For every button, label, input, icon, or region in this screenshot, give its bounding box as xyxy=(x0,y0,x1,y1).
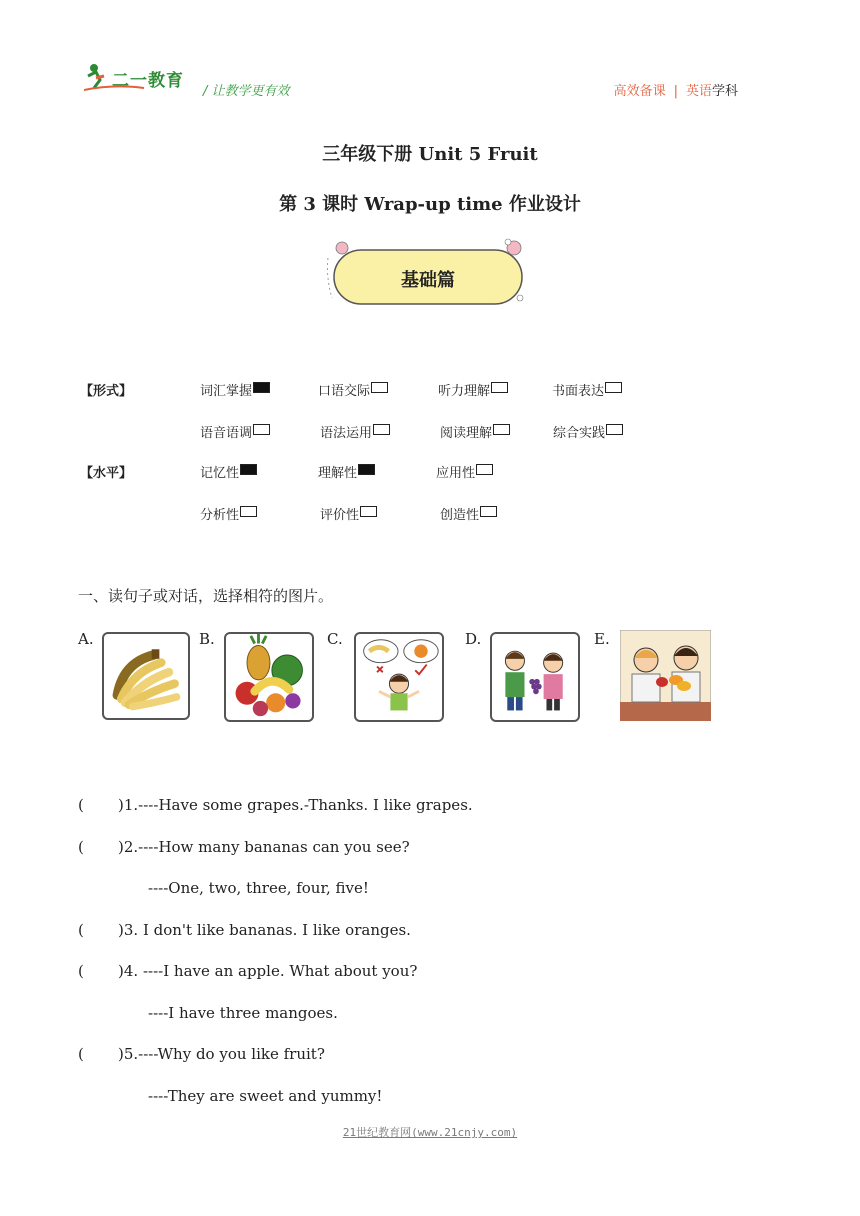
option-application[interactable] xyxy=(436,462,493,481)
option-label: 理解性 xyxy=(318,466,358,481)
option-label: 听力理解 xyxy=(438,384,491,399)
option-label: 词汇掌握 xyxy=(200,384,253,399)
checkbox[interactable] xyxy=(606,424,623,435)
question-item-1 xyxy=(78,796,473,814)
option-memory[interactable] xyxy=(200,462,257,481)
option-vocabulary[interactable] xyxy=(200,380,270,399)
answer-blank-close: ) xyxy=(118,962,124,980)
option-evaluation[interactable] xyxy=(320,504,377,523)
question-text: 1.----Have some grapes.-Thanks. I like grapes. xyxy=(123,796,473,814)
question-reply-2: ----One, two, three, four, five! xyxy=(148,879,369,897)
question-item-5 xyxy=(78,1045,325,1063)
question-text: 5.----Why do you like fruit? xyxy=(123,1045,325,1063)
header-accent: 英语 xyxy=(685,84,712,99)
answer-blank-open[interactable]: ( xyxy=(78,921,84,939)
option-label: 语音语调 xyxy=(200,426,253,441)
header-prep: 高效备课 xyxy=(613,84,666,99)
question-text: 4. ----I have an apple. What about you? xyxy=(123,962,418,980)
checkbox[interactable] xyxy=(240,506,257,517)
question-text: 3. I don't like bananas. I like oranges. xyxy=(123,921,411,939)
answer-blank-open[interactable]: ( xyxy=(78,1045,84,1063)
option-reading[interactable] xyxy=(440,422,510,441)
header-subject xyxy=(614,80,738,99)
kids-mangoes-picture-icon xyxy=(620,630,711,721)
answer-blank-open[interactable]: ( xyxy=(78,796,84,814)
option-grammar[interactable] xyxy=(320,422,390,441)
logo-text: 二一教育 xyxy=(112,71,184,91)
checkbox[interactable] xyxy=(605,382,622,393)
question-reply-4: ----I have three mangoes. xyxy=(148,1004,338,1022)
answer-blank-close: ) xyxy=(118,796,124,814)
picture-label-a: A. xyxy=(78,630,94,648)
header-separator: | xyxy=(673,84,678,99)
option-creation[interactable] xyxy=(440,504,497,523)
girl-thinking-picture-icon xyxy=(354,632,444,722)
option-label: 记忆性 xyxy=(200,466,240,481)
option-label: 应用性 xyxy=(436,466,476,481)
option-label: 创造性 xyxy=(440,508,480,523)
option-label: 分析性 xyxy=(200,508,240,523)
checkbox-checked[interactable] xyxy=(358,464,375,475)
checkbox[interactable] xyxy=(360,506,377,517)
kids-grapes-picture-icon xyxy=(490,632,580,722)
checkbox-checked[interactable] xyxy=(253,382,270,393)
level-label: 【水平】 xyxy=(80,466,133,481)
picture-label-e: E. xyxy=(594,630,610,648)
checkbox[interactable] xyxy=(371,382,388,393)
question-heading: 一、读句子或对话，选择相符的图片。 xyxy=(78,587,334,605)
answer-blank-open[interactable]: ( xyxy=(78,962,84,980)
checkbox[interactable] xyxy=(373,424,390,435)
checkbox[interactable] xyxy=(493,424,510,435)
answer-blank-close: ) xyxy=(118,838,124,856)
option-writing[interactable] xyxy=(552,380,622,399)
question-text: 2.----How many bananas can you see? xyxy=(123,838,410,856)
answer-blank-open[interactable]: ( xyxy=(78,838,84,856)
bananas-picture-icon xyxy=(102,632,190,720)
answer-blank-close: ) xyxy=(118,1045,124,1063)
option-label: 阅读理解 xyxy=(440,426,493,441)
question-reply-5: ----They are sweet and yummy! xyxy=(148,1087,383,1105)
footer-link[interactable]: 21世纪教育网(www.21cnjy.com) xyxy=(342,1126,518,1139)
option-label: 语法运用 xyxy=(320,426,373,441)
option-label: 口语交际 xyxy=(318,384,371,399)
fruit-pile-picture-icon xyxy=(224,632,314,722)
answer-blank-close: ) xyxy=(118,921,124,939)
picture-label-c: C. xyxy=(327,630,343,648)
option-analysis[interactable] xyxy=(200,504,257,523)
page-title: 三年级下册 Unit 5 Fruit xyxy=(322,144,538,165)
checkbox[interactable] xyxy=(476,464,493,475)
question-item-3 xyxy=(78,921,411,939)
option-practice[interactable] xyxy=(553,422,623,441)
option-label: 评价性 xyxy=(320,508,360,523)
header-subject-suffix: 学科 xyxy=(711,84,738,99)
checkbox[interactable] xyxy=(491,382,508,393)
question-item-4 xyxy=(78,962,417,980)
question-item-2 xyxy=(78,838,410,856)
form-label: 【形式】 xyxy=(80,384,133,399)
banner-label: 基础篇 xyxy=(401,270,455,291)
option-understanding[interactable] xyxy=(318,462,375,481)
option-listening[interactable] xyxy=(438,380,508,399)
checkbox-checked[interactable] xyxy=(240,464,257,475)
option-label: 书面表达 xyxy=(552,384,605,399)
option-label: 综合实践 xyxy=(553,426,606,441)
option-speaking[interactable] xyxy=(318,380,388,399)
checkbox[interactable] xyxy=(253,424,270,435)
picture-label-b: B. xyxy=(199,630,215,648)
picture-label-d: D. xyxy=(465,630,482,648)
option-pronunciation[interactable] xyxy=(200,422,270,441)
page-subtitle: 第 3 课时 Wrap-up time 作业设计 xyxy=(279,194,581,215)
checkbox[interactable] xyxy=(480,506,497,517)
slogan: / 让教学更有效 xyxy=(203,84,290,99)
